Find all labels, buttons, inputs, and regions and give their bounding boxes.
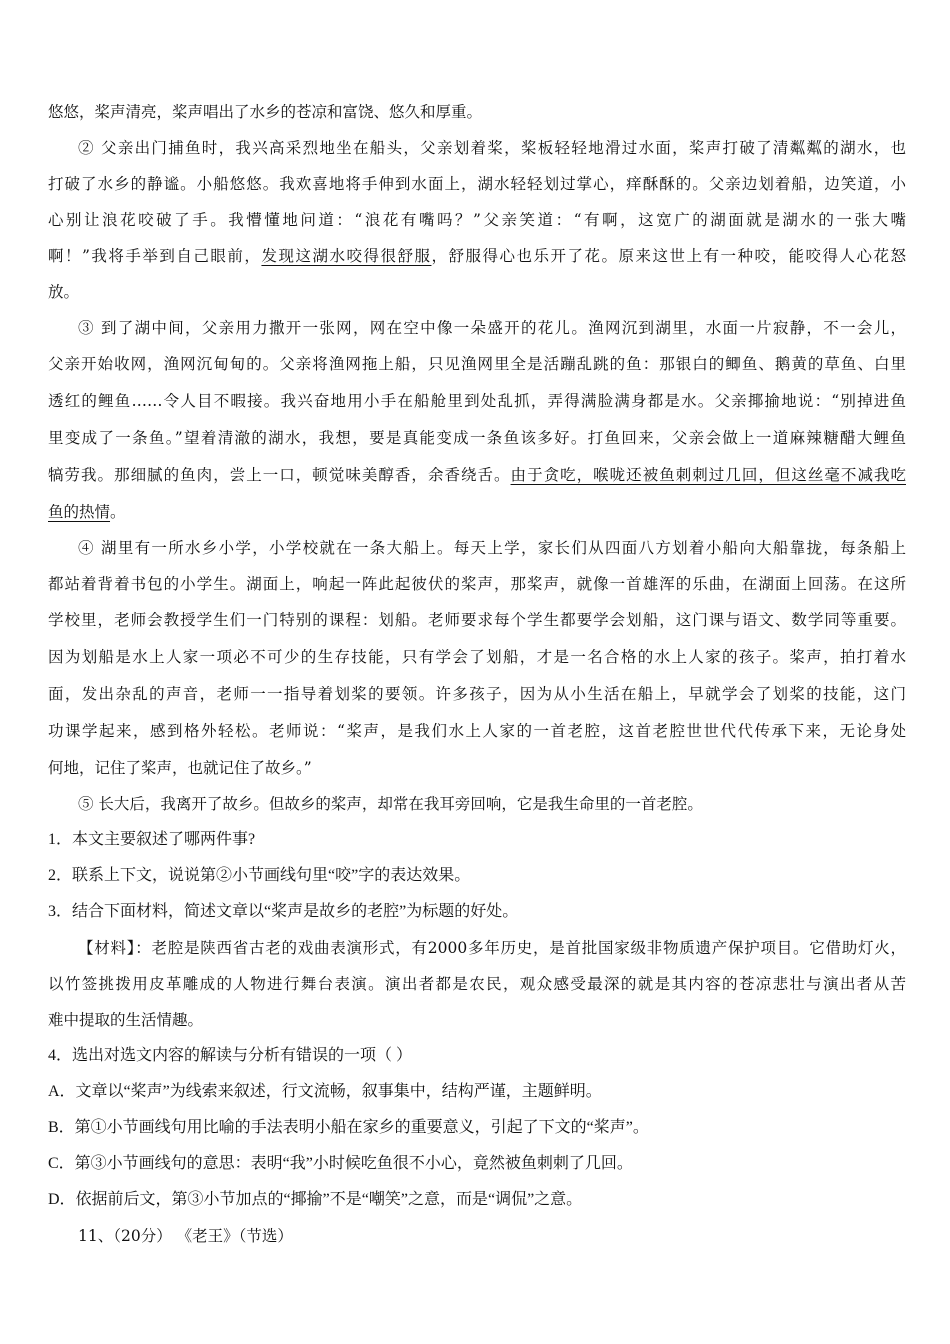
question-1: 1．本文主要叙述了哪两件事? bbox=[48, 831, 256, 848]
option-b: B．第①小节画线句用比喻的手法表明小船在家乡的重要意义，引起了下文的“桨声”。 bbox=[48, 1119, 649, 1136]
paragraph-5-line: ⑤ 长大后，我离开了故乡。但故乡的桨声，却常在我耳旁回响，它是我生命里的一首老腔。 bbox=[78, 795, 703, 813]
text-line: 学校里，老师会教授学生们一门特别的课程：划船。老师要求每个学生都要学会划船，这门课与语文、数学同等重要。 bbox=[48, 611, 906, 629]
text-line: 心别让浪花咬破了手。我懵懂地问道：“浪花有嘴吗？”父亲笑道：“有啊，这宽广的湖面就是湖水的一张大嘴 bbox=[48, 211, 906, 229]
question-3: 3．结合下面材料，简述文章以“桨声是故乡的老腔”为标题的好处。 bbox=[48, 903, 519, 920]
underlined-sentence: 鱼的热情 bbox=[48, 503, 111, 521]
underlined-sentence: 发现这湖水咬得很舒服 bbox=[261, 247, 432, 265]
text-line: 因为划船是水上人家一项必不可少的生存技能，只有学会了划船，才是一名合格的水上人家的孩子。桨声，拍打着水 bbox=[48, 648, 906, 666]
text-line: 面，发出杂乱的声音，老师一一指导着划桨的要领。许多孩子，因为从小生活在船上，早就学会了划桨的技能，这门 bbox=[48, 685, 906, 703]
text-line: 功课学起来，感到格外轻松。老师说：“桨声，是我们水上人家的一首老腔，这首老腔世世代代传承下来，无论身处 bbox=[48, 722, 906, 740]
text-line: 里变成了一条鱼。”望着清澈的湖水，我想，要是真能变成一条鱼该多好。打鱼回来，父亲会做上一道麻辣糖醋大鲤鱼 bbox=[48, 429, 906, 447]
material-line: 难中提取的生活情趣。 bbox=[48, 1011, 204, 1029]
text-line: 透红的鲤鱼……令人目不暇接。我兴奋地用小手在船舱里到处乱抓，弄得满脸满身都是水。父亲揶揄地说：“别掉进鱼 bbox=[48, 392, 906, 410]
material-line: 【材料】：老腔是陕西省古老的戏曲表演形式，有2000多年历史，是首批国家级非物质遗产保护项目。它借助灯火， bbox=[78, 939, 906, 957]
paragraph-2-line: ② 父亲出门捕鱼时，我兴高采烈地坐在船头，父亲划着桨，桨板轻轻地滑过水面，桨声打破了清粼粼的湖水，也 bbox=[78, 139, 906, 157]
option-a: A．文章以“桨声”为线索来叙述，行文流畅，叙事集中，结构严谨，主题鲜明。 bbox=[48, 1083, 602, 1100]
option-c: C．第③小节画线句的意思：表明“我”小时候吃鱼很不小心，竟然被鱼刺刺了几回。 bbox=[48, 1155, 633, 1172]
paragraph-3-line: ③ 到了湖中间，父亲用力撒开一张网，网在空中像一朵盛开的花儿。渔网沉到湖里，水面一片寂静，不一会儿， bbox=[78, 319, 906, 337]
text-line: 何地，记住了桨声，也就记住了故乡。” bbox=[48, 759, 312, 777]
question-2: 2．联系上下文，说说第②小节画线句里“咬”字的表达效果。 bbox=[48, 867, 471, 884]
text-line: 鱼的热情。 bbox=[48, 503, 126, 521]
section-heading: 11、（20分） 《老王》（节选） bbox=[78, 1227, 293, 1245]
text-line: 放。 bbox=[48, 283, 80, 301]
text-line: 犒劳我。那细腻的鱼肉，尝上一口，顿觉味美醇香，余香绕舌。由于贪吃，喉咙还被鱼刺刺过几回，但这丝毫不减我吃 bbox=[48, 466, 906, 484]
text-line: 啊！”我将手举到自己眼前，发现这湖水咬得很舒服，舒服得心也乐开了花。原来这世上有一种咬，能咬得人心花怒 bbox=[48, 247, 906, 265]
question-4: 4．选出对选文内容的解读与分析有错误的一项（ ） bbox=[48, 1047, 413, 1064]
text-line: 都站着背着书包的小学生。湖面上，响起一阵此起彼伏的桨声，那桨声，就像一首雄浑的乐曲，在湖面上回荡。在这所 bbox=[48, 575, 906, 593]
option-d: D．依据前后文，第③小节加点的“揶揄”不是“嘲笑”之意，而是“调侃”之意。 bbox=[48, 1191, 583, 1208]
text-line: 打破了水乡的静谧。小船悠悠。我欢喜地将手伸到水面上，湖水轻轻划过掌心，痒酥酥的。父亲边划着船，边笑道，小 bbox=[48, 175, 906, 193]
paragraph-4-line: ④ 湖里有一所水乡小学，小学校就在一条大船上。每天上学，家长们从四面八方划着小船向大船靠拢，每条船上 bbox=[78, 539, 906, 557]
text-line: 父亲开始收网，渔网沉甸甸的。父亲将渔网拖上船，只见渔网里全是活蹦乱跳的鱼：那银白的鲫鱼、鹅黄的草鱼、白里 bbox=[48, 355, 906, 373]
material-line: 以竹签挑拨用皮革雕成的人物进行舞台表演。演出者都是农民，观众感受最深的就是其内容的苍凉悲壮与演出者从苦 bbox=[48, 975, 906, 993]
underlined-sentence: 由于贪吃，喉咙还被鱼刺刺过几回，但这丝毫不减我吃 bbox=[510, 466, 906, 484]
text-line: 悠悠，桨声清亮，桨声唱出了水乡的苍凉和富饶、悠久和厚重。 bbox=[48, 103, 483, 121]
